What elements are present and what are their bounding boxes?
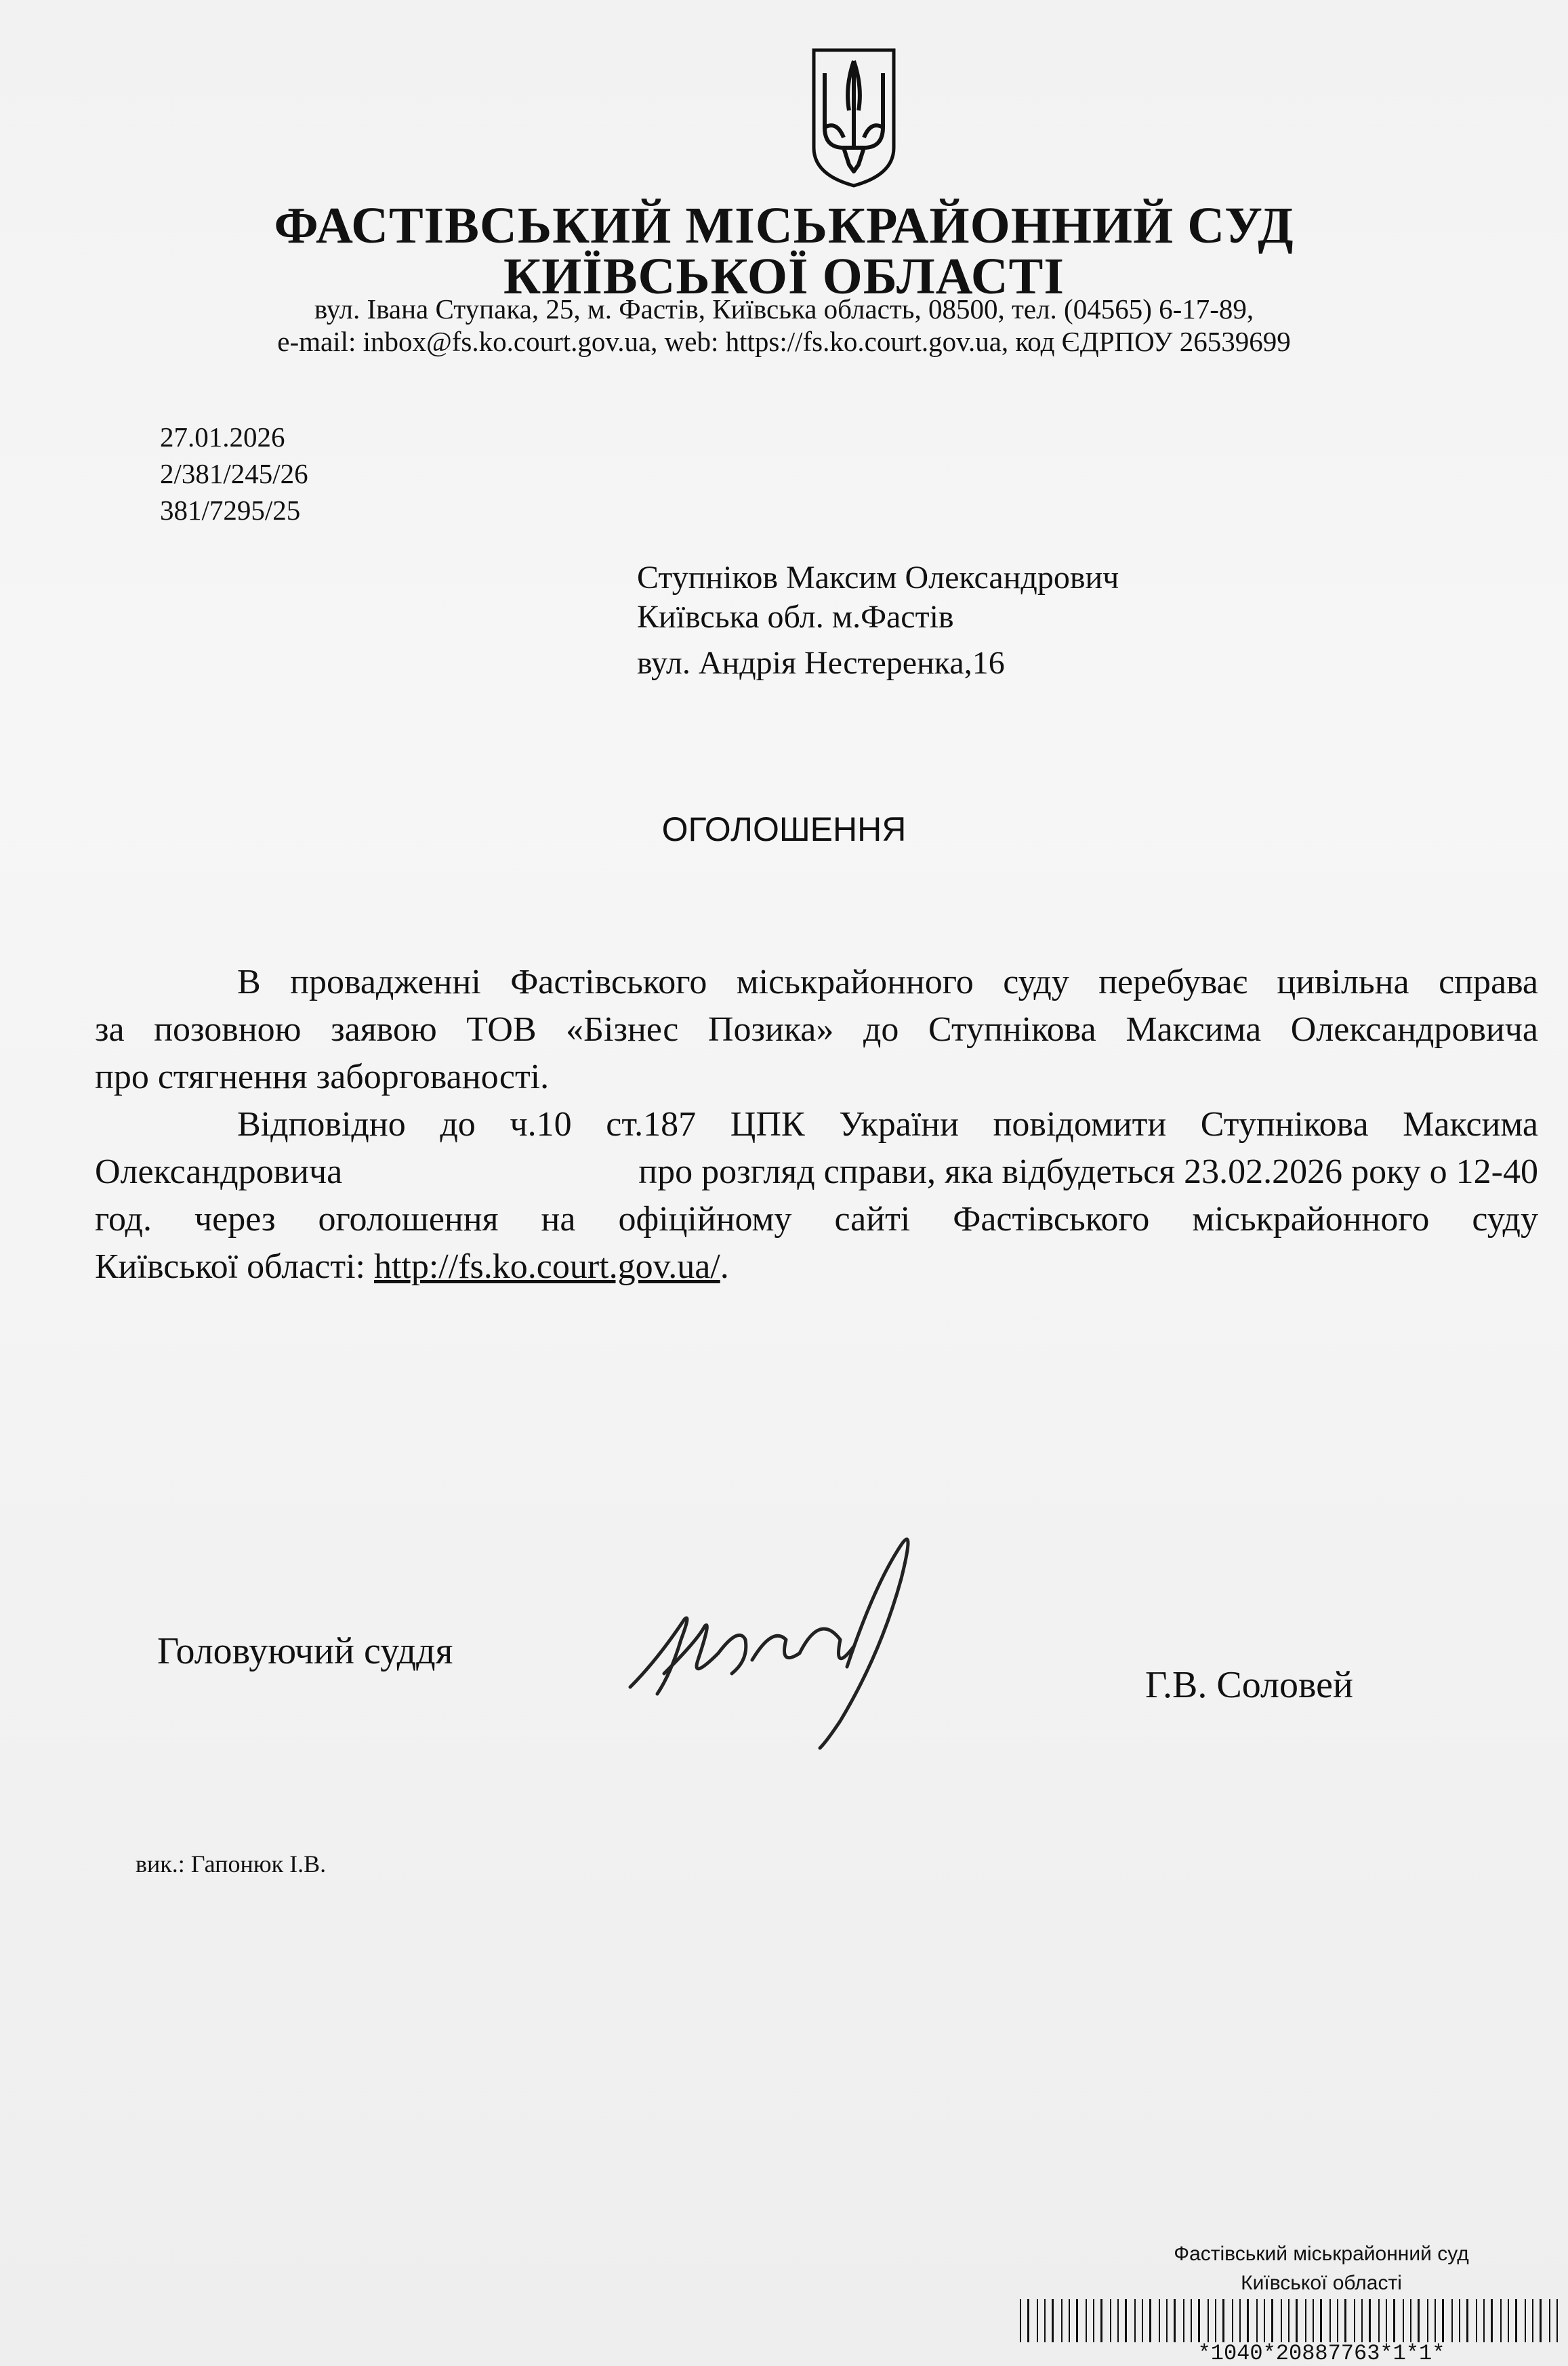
barcode-bar — [1271, 2299, 1273, 2342]
barcode-bar — [1086, 2299, 1087, 2342]
barcode-bar — [1281, 2299, 1282, 2342]
barcode-bar — [1296, 2299, 1298, 2342]
coat-of-arms-icon — [810, 46, 898, 188]
body-line: Відповідно до ч.10 ст.187 ЦПК України повідомити Ступнікова Максима — [237, 1105, 1538, 1144]
barcode-bar — [1476, 2299, 1477, 2342]
barcode-bar — [1329, 2299, 1331, 2342]
signature-position: Головуючий суддя — [157, 1630, 453, 1672]
barcode-bar — [1069, 2299, 1070, 2342]
barcode-bar — [1288, 2299, 1290, 2342]
barcode-bar — [1532, 2299, 1533, 2342]
outgoing-number: 2/381/245/26 — [160, 458, 308, 489]
court-address: вул. Івана Ступака, 25, м. Фастів, Київська область, 08500, тел. (04565) 6-17-89, — [314, 293, 1254, 325]
body-line — [95, 1247, 1538, 1287]
barcode-bar — [1540, 2299, 1542, 2342]
barcode-bar — [1525, 2299, 1526, 2342]
body-line: год. через оголошення на офіційному сайті Фастівського міськрайонного суду — [95, 1200, 1538, 1239]
recipient-street: вул. Андрія Нестеренка,16 — [637, 645, 1005, 681]
barcode — [1020, 2299, 1568, 2342]
court-name-line1: ФАСТІВСЬКИЙ МІСЬКРАЙОННИЙ СУД — [274, 197, 1294, 254]
barcode-bar — [1174, 2299, 1176, 2342]
barcode-bar — [1344, 2299, 1346, 2342]
barcode-bar — [1337, 2299, 1338, 2342]
barcode-bar — [1442, 2299, 1444, 2342]
barcode-bar — [1149, 2299, 1151, 2342]
barcode-bar — [1037, 2299, 1038, 2342]
barcode-bar — [1232, 2299, 1233, 2342]
body-text: Олександровича — [95, 1153, 343, 1191]
barcode-bar — [1500, 2299, 1502, 2342]
barcode-bar — [1215, 2299, 1216, 2342]
barcode-bar — [1466, 2299, 1468, 2342]
barcode-bar — [1239, 2299, 1241, 2342]
barcode-bar — [1556, 2299, 1558, 2342]
stamp-court-name: Фастівський міськрайонний суд — [1174, 2243, 1469, 2265]
barcode-bar — [1183, 2299, 1184, 2342]
handwritten-signature — [617, 1504, 983, 1789]
executor-name: вик.: Гапонюк І.В. — [136, 1850, 327, 1877]
barcode-bar — [1435, 2299, 1436, 2342]
court-website-link[interactable]: http://fs.ko.court.gov.ua/ — [373, 1247, 720, 1286]
document-date: 27.01.2026 — [160, 421, 285, 453]
barcode-bar — [1076, 2299, 1078, 2342]
barcode-bar — [1320, 2299, 1322, 2342]
barcode-bar — [1361, 2299, 1363, 2342]
recipient-name: Ступніков Максим Олександрович — [637, 560, 1119, 596]
barcode-bar — [1386, 2299, 1387, 2342]
barcode-bar — [1125, 2299, 1127, 2342]
barcode-bar — [1515, 2299, 1517, 2342]
barcode-bar — [1247, 2299, 1249, 2342]
barcode-bar — [1093, 2299, 1094, 2342]
barcode-bar — [1491, 2299, 1493, 2342]
body-text: про розгляд справи, яка відбудеться 23.02.2026 року о 12-40 — [638, 1153, 1538, 1191]
barcode-bar — [1134, 2299, 1136, 2342]
document-title: ОГОЛОШЕННЯ — [661, 810, 907, 848]
barcode-bar — [1027, 2299, 1029, 2342]
barcode-bar — [1354, 2299, 1355, 2342]
barcode-bar — [1418, 2299, 1420, 2342]
barcode-bar — [1142, 2299, 1143, 2342]
barcode-bar — [1061, 2299, 1062, 2342]
case-number: 381/7295/25 — [160, 495, 301, 526]
barcode-bar — [1044, 2299, 1046, 2342]
barcode-bar — [1508, 2299, 1509, 2342]
barcode-bar — [1313, 2299, 1314, 2342]
barcode-bar — [1222, 2299, 1224, 2342]
barcode-bar — [1483, 2299, 1485, 2342]
barcode-bar — [1256, 2299, 1258, 2342]
barcode-bar — [1451, 2299, 1453, 2342]
barcode-bar — [1110, 2299, 1111, 2342]
barcode-bar — [1198, 2299, 1200, 2342]
barcode-bar — [1378, 2299, 1380, 2342]
court-name-line2: КИЇВСЬКОЇ ОБЛАСТІ — [503, 248, 1065, 305]
recipient-city: Київська обл. м.Фастів — [637, 599, 954, 635]
body-line — [95, 1152, 1538, 1192]
barcode-bar — [1100, 2299, 1102, 2342]
barcode-bar — [1166, 2299, 1168, 2342]
barcode-bar — [1191, 2299, 1192, 2342]
body-line: В провадженні Фастівського міськрайонного суду перебуває цивільна справа — [237, 963, 1538, 1001]
barcode-bar — [1020, 2299, 1021, 2342]
body-text: Київської області: — [95, 1247, 365, 1286]
body-text: . — [720, 1247, 729, 1286]
barcode-bar — [1459, 2299, 1460, 2342]
stamp-region: Київської області — [1241, 2272, 1402, 2294]
body-line: про стягнення заборгованості. — [95, 1058, 550, 1096]
barcode-bar — [1117, 2299, 1119, 2342]
barcode-bar — [1549, 2299, 1550, 2342]
body-line: за позовною заявою ТОВ «Бізнес Позика» до Ступнікова Максима Олександровича — [95, 1010, 1538, 1049]
barcode-bar — [1208, 2299, 1209, 2342]
barcode-bar — [1159, 2299, 1160, 2342]
barcode-bar — [1403, 2299, 1404, 2342]
judge-name: Г.В. Соловей — [1145, 1664, 1353, 1706]
barcode-bar — [1305, 2299, 1306, 2342]
barcode-bar — [1393, 2299, 1395, 2342]
barcode-bar — [1052, 2299, 1054, 2342]
barcode-bar — [1427, 2299, 1428, 2342]
barcode-bar — [1369, 2299, 1371, 2342]
barcode-number: *1040*20887763*1*1* — [1197, 2341, 1445, 2366]
barcode-bar — [1410, 2299, 1411, 2342]
barcode-bar — [1264, 2299, 1265, 2342]
court-contacts: e-mail: inbox@fs.ko.court.gov.ua, web: https://fs.ko.court.gov.ua, код ЄДРПОУ 26539699 — [277, 326, 1291, 357]
